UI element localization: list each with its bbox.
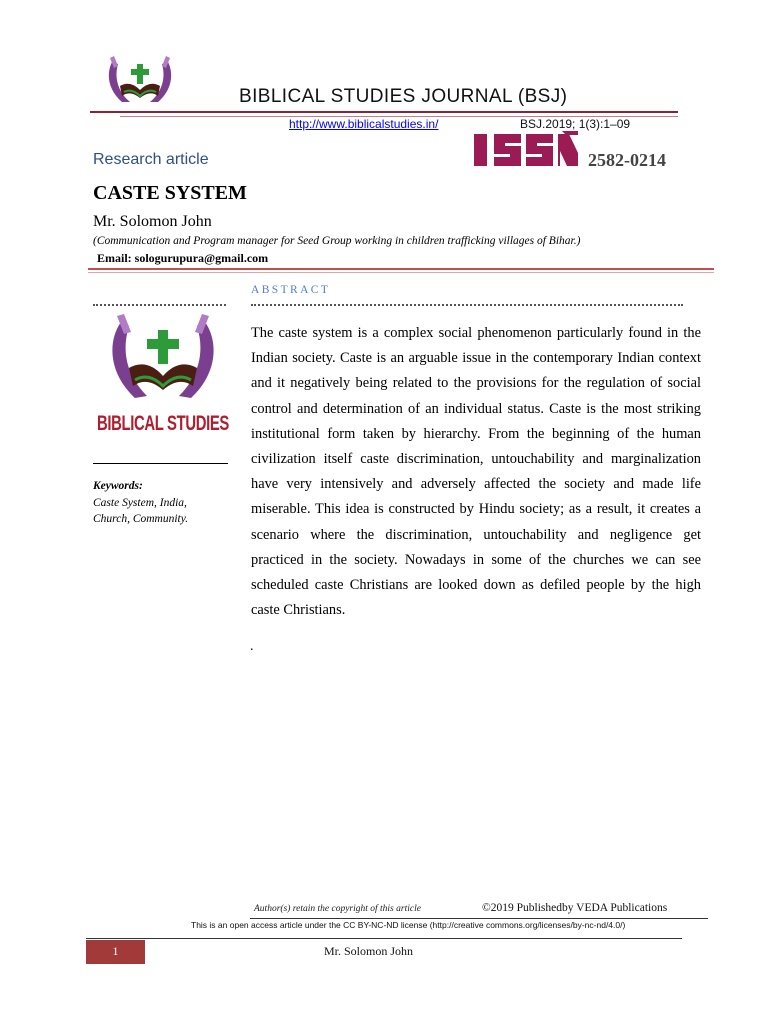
copyright-note: Author(s) retain the copyright of this article [254,904,421,914]
abstract-dotted-divider [251,304,683,306]
trailing-dot: . [250,639,254,654]
biblical-studies-logo-icon [93,312,233,438]
citation: BSJ.2019; 1(3):1–09 [520,117,631,131]
abstract-heading: ABSTRACT [251,284,331,296]
publisher-line: ©2019 Publishedby VEDA Publications [482,902,668,914]
keywords-list: Caste System, India, Church, Community. [93,497,189,525]
logo-wordmark: BIBLICAL STUDIES [97,412,230,435]
issn-number: 2582-0214 [588,150,666,170]
issn-logo-icon [474,131,578,168]
author-name: Mr. Solomon John [93,213,212,230]
keywords-divider [93,463,228,464]
abstract-body: The caste system is a complex social phenomenon particularly found in the Indian society. Caste is an arguable issue in the contemporary Indian context and it negatively being related to the provisions for the regulation of social control and determination of an individual status. Caste is the most striking institutional form taken by hierarchy. From the beginning of the human civilization itself caste discrimination, untouchability and marginalization have very intensively and adversely affected the society and made life miserable. This idea is constructed by Hindu society; as a result, it creates a scenario where the discrimination, untouchability and negligence get practiced in the society. Nowadays in some of the churches we can see scheduled caste Christians are looked down as defiled people by the high caste Christians. [251,325,701,619]
author-affiliation: (Communication and Program manager for Seed Group working in children trafficking villages of Bihar.) [93,235,581,247]
author-email: Email: sologurupura@gmail.com [97,251,269,265]
footer-rule-bottom [86,938,682,939]
footer-rule [250,918,708,919]
journal-title: BIBLICAL STUDIES JOURNAL (BSJ) [239,86,568,107]
section-rule-thin [88,272,714,273]
keywords-label: Keywords: [93,480,143,492]
header-rule [90,111,678,113]
journal-logo-icon [100,52,180,110]
sidebar-dotted-divider [93,304,226,306]
section-rule [88,268,714,270]
license-notice: This is an open access article under the CC BY-NC-ND license (http://creative commons.org/licenses/by-nc-nd/4.0/) [191,920,626,930]
running-footer-author: Mr. Solomon John [324,944,414,958]
page-number: 1 [112,944,119,958]
article-type-label: Research article [93,151,209,168]
article-title: CASTE SYSTEM [93,182,247,204]
journal-website-link[interactable]: http://www.biblicalstudies.in/ [289,117,439,131]
